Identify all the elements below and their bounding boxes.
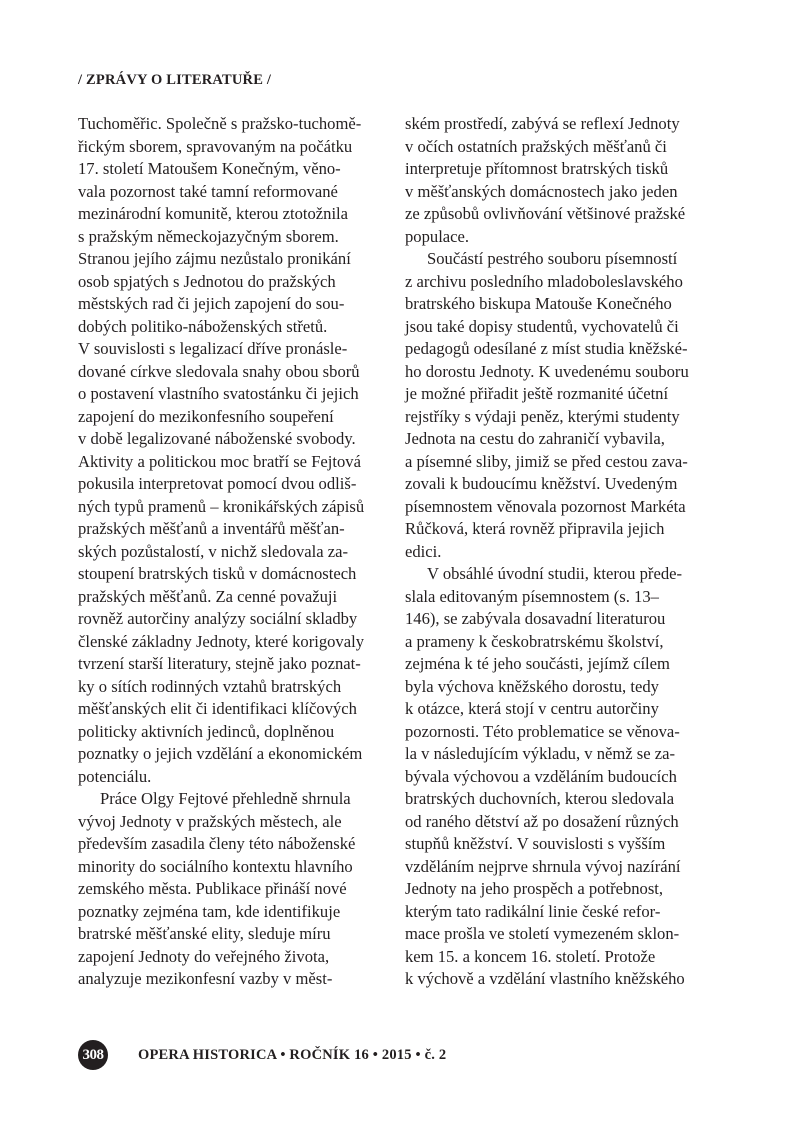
text-line: pokusila interpretovat pomocí dvou odliš-: [78, 474, 357, 493]
text-line: ském prostředí, zabývá se reflexí Jednoty: [405, 114, 680, 133]
text-line: tvrzení starší literatury, stejně jako poznat-: [78, 654, 361, 673]
text-line: vývoj Jednoty v pražských městech, ale: [78, 811, 342, 831]
text-line: analyzuje mezikonfesní vazby v měst-: [78, 969, 333, 988]
text-line: poznatky o jejich vzdělání a ekonomickém: [78, 744, 363, 763]
text-line: ských pozůstalostí, v nichž sledovala za-: [78, 541, 349, 561]
text-line: poznatky zejména tam, kde identifikuje: [78, 901, 341, 921]
text-line: V souvislosti s legalizací dříve pronásle-: [78, 339, 348, 358]
text-line: edici.: [405, 541, 442, 561]
text-line: je možné přiřadit ještě rozmanité účetní: [405, 384, 669, 403]
text-line: pražských měšťanů. Za cenné považuji: [78, 586, 338, 606]
text-line: bývala výchovou a vzděláním budoucích: [405, 766, 677, 786]
paragraph-start-line: Součástí pestrého souboru písemností: [427, 249, 678, 268]
text-line: zejména k té jeho součásti, jejímž cílem: [405, 654, 670, 673]
text-line: měšťanských elit či identifikaci klíčových: [78, 699, 357, 718]
page-number-badge: 308: [78, 1040, 108, 1070]
text-line: dované církve sledovala snahy obou sborů: [78, 361, 360, 381]
text-line: 146), se zabývala dosavadní literaturou: [405, 609, 666, 628]
text-line: zemského města. Publikace přináší nové: [78, 879, 347, 898]
text-line: a prameny k českobratrskému školství,: [405, 631, 664, 651]
text-line: písemnostem věnovala pozornost Markéta: [405, 496, 686, 516]
text-line: o postavení vlastního svatostánku či jejich: [78, 384, 359, 403]
section-header: / ZPRÁVY O LITERATUŘE /: [78, 72, 272, 88]
text-line: interpretuje přítomnost bratrských tisků: [405, 159, 669, 178]
text-line: k otázce, která stojí v centru autorčiny: [405, 699, 659, 718]
text-line: zovali k budoucímu kněžství. Uvedeným: [405, 474, 678, 493]
text-line: Aktivity a politickou moc bratří se Fejtová: [78, 451, 361, 471]
text-line: pedagogů odesílané z míst studia kněžské-: [405, 339, 688, 358]
text-line: slala editovaným písemnostem (s. 13–: [405, 586, 659, 606]
text-line: Jednota na cestu do zahraničí vybavila,: [405, 429, 665, 448]
text-line: vzděláním nejprve shrnula vývoj nazírání: [405, 856, 681, 876]
text-line: minority do sociálního kontextu hlavního: [78, 856, 353, 876]
text-line: vala pozornost také tamní reformované: [78, 181, 338, 201]
text-line: řickým sborem, spravovaným na počátku: [78, 136, 353, 156]
text-line: zapojení Jednoty do veřejného života,: [78, 946, 330, 966]
text-line: členské základny Jednoty, které korigovaly: [78, 631, 364, 651]
text-line: od raného dětství až po dosažení různých: [405, 811, 679, 831]
text-line: la v následujícím výkladu, v němž se za-: [405, 744, 676, 763]
text-line: kem 15. a koncem 16. století. Protože: [405, 946, 656, 966]
text-line: ných typů pramenů – kronikářských zápisů: [78, 496, 365, 516]
text-line: ho dorostu Jednoty. K uvedenému souboru: [405, 361, 689, 381]
text-line: Tuchoměřic. Společně s pražsko-tuchomě-: [78, 114, 362, 133]
text-line: mace prošla ve století vymezeném sklon-: [405, 924, 680, 943]
text-line: byla výchova kněžského dorostu, tedy: [405, 676, 659, 696]
text-line: pozornosti. Této problematice se věnova-: [405, 721, 680, 741]
text-line: v měšťanských domácnostech jako jeden: [405, 181, 678, 201]
text-line: především zasadila členy této náboženské: [78, 834, 356, 853]
text-line: populace.: [405, 226, 470, 246]
text-line: 17. století Matoušem Konečným, věno-: [78, 159, 341, 178]
right-column: [405, 113, 705, 991]
text-line: rejstříky s výdaji peněz, kterými studenty: [405, 406, 680, 426]
text-line: stupňů kněžství. V souvislosti s vyšším: [405, 834, 666, 853]
page-footer: [78, 1040, 446, 1070]
paragraph-start-line: Práce Olgy Fejtové přehledně shrnula: [100, 789, 351, 808]
text-line: v době legalizované náboženské svobody.: [78, 429, 356, 448]
text-line: bratrské měšťanské elity, sleduje míru: [78, 924, 331, 943]
text-line: a písemné sliby, jimiž se před cestou zava-: [405, 451, 688, 471]
text-line: v očích ostatních pražských měšťanů či: [405, 136, 667, 156]
text-line: Jednoty na jeho prospěch a potřebnost,: [405, 879, 664, 898]
text-line: pražských měšťanů a inventářů měšťan-: [78, 519, 345, 538]
journal-title: OPERA HISTORICA • ROČNÍK 16 • 2015 • č. 2: [138, 1046, 447, 1063]
left-column: [78, 113, 378, 991]
text-line: osob spjatých s Jednotou do pražských: [78, 271, 336, 291]
text-line: rovněž autorčiny analýzy sociální skladby: [78, 609, 358, 628]
text-line: kterým tato radikální linie české refor-: [405, 901, 661, 921]
text-line: z archivu posledního mladoboleslavského: [405, 271, 683, 291]
text-line: s pražským německojazyčným sborem.: [78, 226, 339, 246]
text-line: zapojení do mezikonfesního soupeření: [78, 406, 334, 426]
text-line: dobých politiko-náboženských střetů.: [78, 316, 328, 336]
text-line: mezinárodní komunitě, kterou ztotožnila: [78, 204, 349, 223]
text-line: jsou také dopisy studentů, vychovatelů či: [405, 316, 679, 336]
text-line: Stranou jejího zájmu nezůstalo pronikání: [78, 249, 351, 268]
text-line: stoupení bratrských tisků v domácnostech: [78, 564, 357, 583]
text-line: bratrských duchovních, kterou sledovala: [405, 789, 675, 808]
paragraph-start-line: V obsáhlé úvodní studii, kterou přede-: [427, 564, 683, 583]
text-line: bratrského biskupa Matouše Konečného: [405, 294, 672, 313]
text-line: Růčková, která rovněž připravila jejich: [405, 519, 665, 538]
text-line: ze způsobů ovlivňování většinové pražské: [405, 204, 686, 223]
text-line: potenciálu.: [78, 766, 152, 786]
text-line: ky o sítích rodinných vztahů bratrských: [78, 676, 342, 696]
text-line: politicky aktivních jedinců, doplněnou: [78, 721, 335, 741]
text-line: městských rad či jejich zapojení do sou-: [78, 294, 345, 313]
text-line: k výchově a vzdělání vlastního kněžského: [405, 969, 685, 988]
